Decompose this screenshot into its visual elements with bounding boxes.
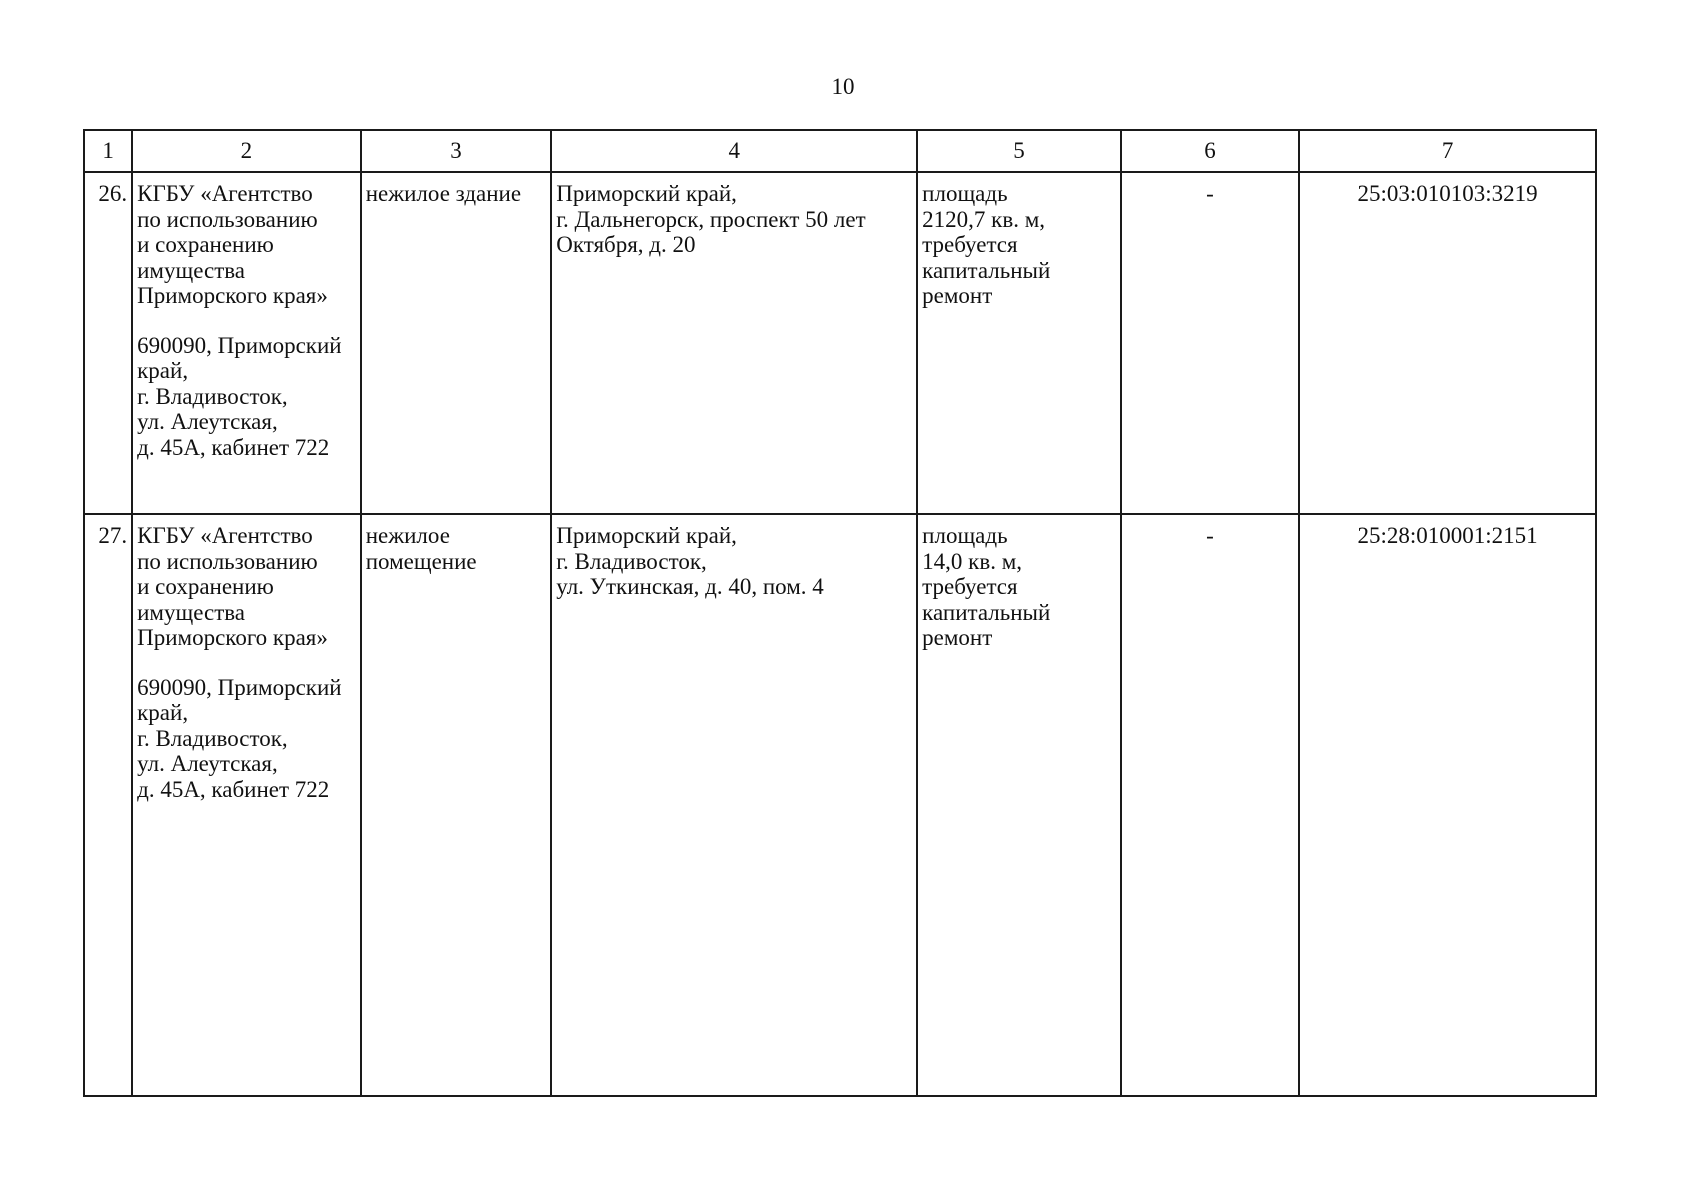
page-number: 10 — [831, 74, 855, 99]
column-header-2: 2 — [132, 130, 361, 172]
cadastral-number: 25:03:010103:3219 — [1357, 181, 1538, 206]
row-number: 26. — [98, 181, 128, 206]
column-header-7: 7 — [1299, 130, 1596, 172]
column-6-value: - — [1206, 181, 1214, 206]
column-header-1: 1 — [84, 130, 132, 172]
holder-address: 690090, Приморский край, г. Владивосток, ул. Алеутская, д. 45А, кабинет 722 — [137, 674, 342, 802]
column-6-value: - — [1206, 523, 1214, 548]
row-number: 27. — [98, 523, 128, 548]
holder-address: 690090, Приморский край, г. Владивосток, ул. Алеутская, д. 45А, кабинет 722 — [137, 332, 342, 460]
column-header-5: 5 — [917, 130, 1121, 172]
holder-name: КГБУ «Агентство по использованию и сохранению имущества Приморского края» — [137, 181, 328, 308]
table-row — [84, 172, 1596, 514]
column-number-row — [84, 130, 1596, 172]
column-header-4: 4 — [551, 130, 917, 172]
object-type: нежилое здание — [365, 181, 522, 206]
cadastral-number: 25:28:010001:2151 — [1357, 523, 1538, 548]
object-location: Приморский край, г. Владивосток, ул. Уткинская, д. 40, пом. 4 — [556, 523, 824, 599]
property-registry-table — [83, 129, 1597, 1097]
column-header-3: 3 — [361, 130, 552, 172]
column-header-6: 6 — [1121, 130, 1299, 172]
object-characteristics: площадь 2120,7 кв. м, требуется капитальный ремонт — [922, 181, 1051, 308]
object-type: нежилое помещение — [365, 523, 477, 574]
holder-name: КГБУ «Агентство по использованию и сохранению имущества Приморского края» — [137, 523, 328, 650]
object-location: Приморский край, г. Дальнегорск, проспект 50 лет Октября, д. 20 — [556, 181, 866, 257]
table-row — [84, 514, 1596, 1096]
object-characteristics: площадь 14,0 кв. м, требуется капитальный ремонт — [922, 523, 1051, 650]
